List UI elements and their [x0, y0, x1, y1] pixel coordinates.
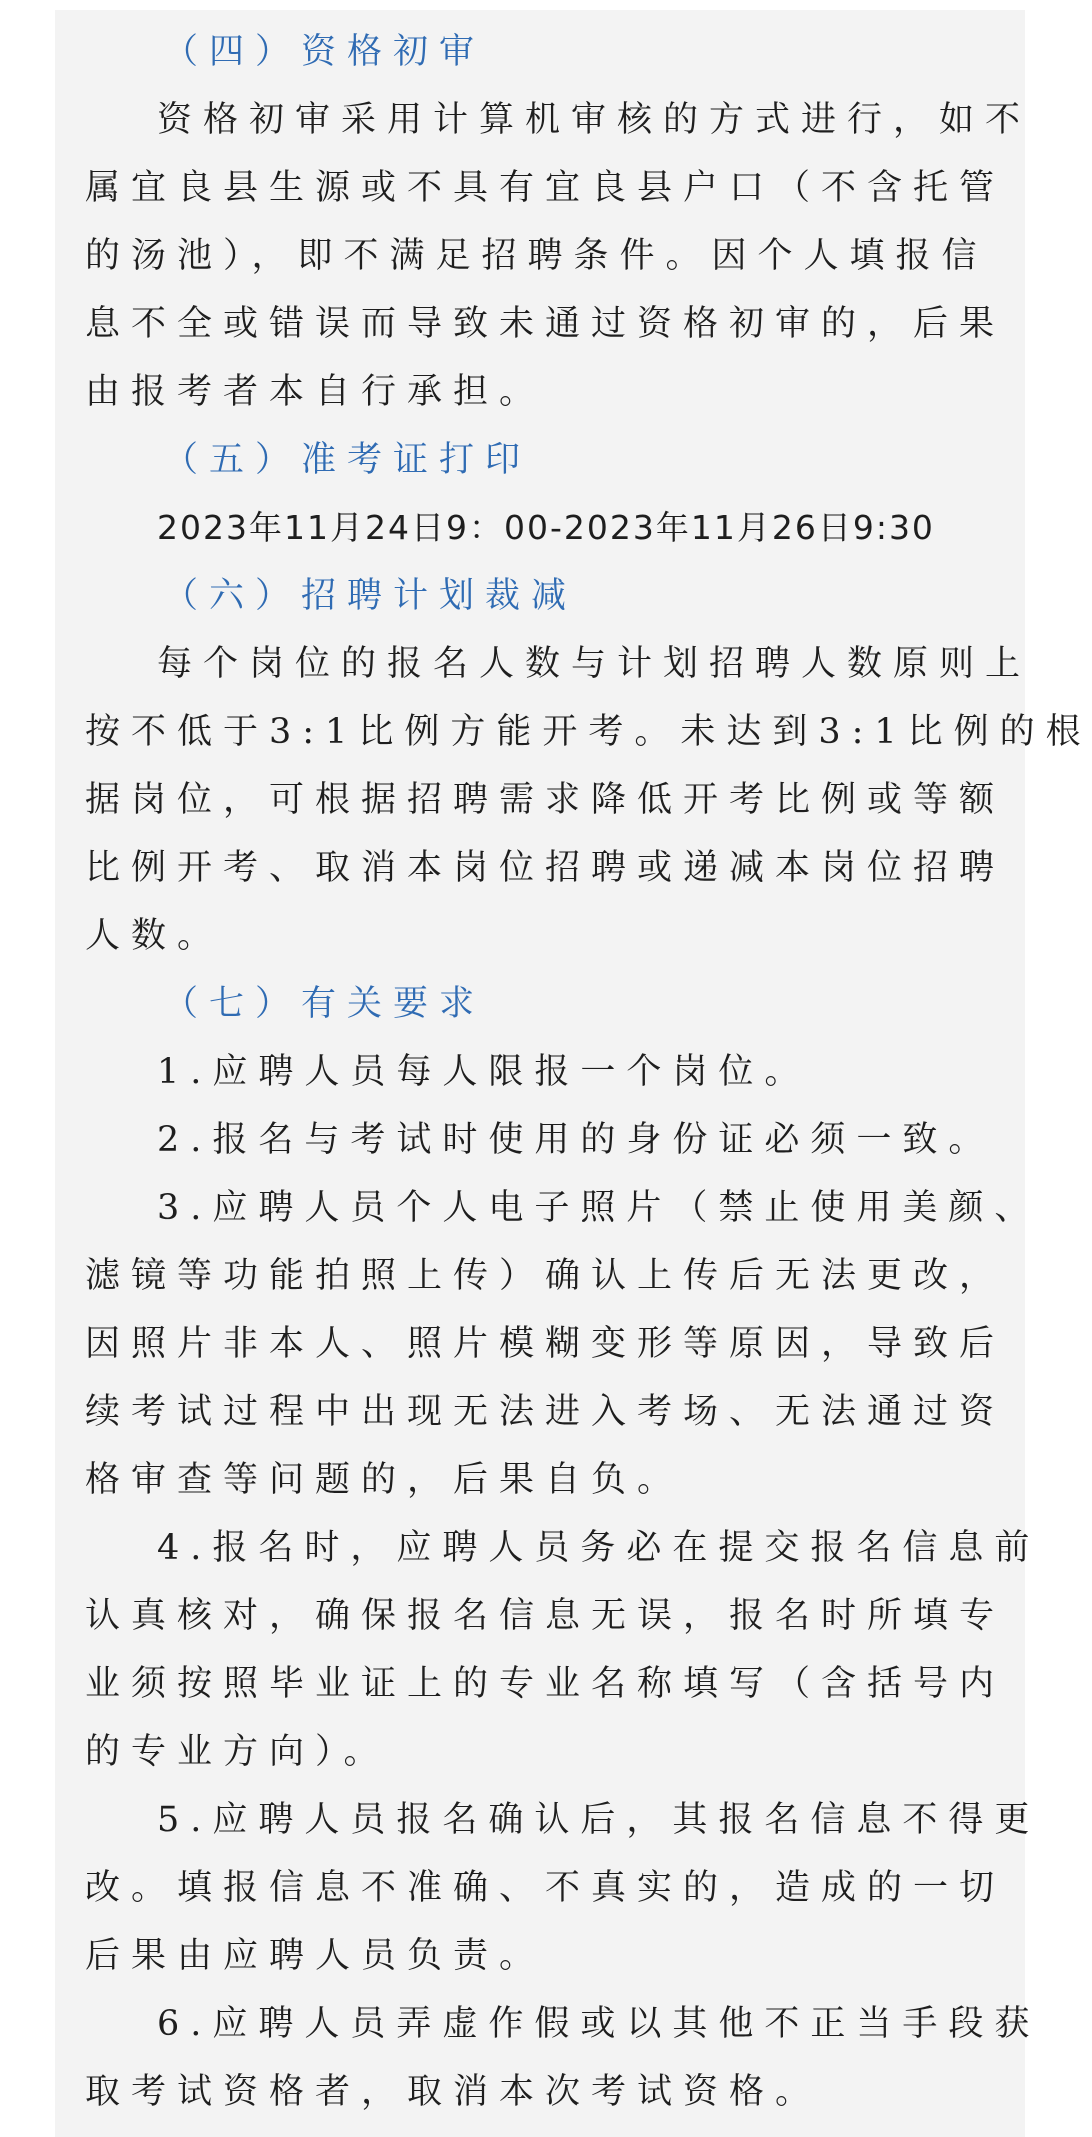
paragraph-line: 息不全或错误而导致未通过资格初审的，后果 — [85, 304, 1006, 344]
paragraph-line: 滤镜等功能拍照上传）确认上传后无法更改， — [85, 1256, 1006, 1296]
paragraph-line: 取考试资格者，取消本次考试资格。 — [85, 2072, 822, 2112]
paragraph-line: 每个岗位的报名人数与计划招聘人数原则上 — [157, 644, 1032, 684]
paragraph-line: 的专业方向）。 — [85, 1732, 390, 1772]
requirement-item-2: 2.报名与考试时使用的身份证必须一致。 — [157, 1120, 995, 1160]
requirement-item-1: 1.应聘人员每人限报一个岗位。 — [157, 1052, 811, 1092]
paragraph-line: 人数。 — [85, 916, 224, 956]
paragraph-line: 认真核对，确保报名信息无误，报名时所填专 — [85, 1596, 1006, 1636]
paragraph-line: 按不低于3:1比例方能开考。未达到3:1比例的根 — [85, 712, 1092, 752]
paragraph-line: 比例开考、取消本岗位招聘或递减本岗位招聘 — [85, 848, 1006, 888]
document-content — [85, 18, 1092, 2126]
requirement-item-5: 5.应聘人员报名确认后，其报名信息不得更 — [157, 1800, 1041, 1840]
section-heading-admission-ticket: （五）准考证打印 — [163, 440, 532, 480]
paragraph-line: 后果由应聘人员负责。 — [85, 1936, 546, 1976]
section-heading-plan-reduction: （六）招聘计划裁减 — [163, 576, 578, 616]
paragraph-line: 因照片非本人、照片模糊变形等原因，导致后 — [85, 1324, 1006, 1364]
requirement-item-6: 6.应聘人员弄虚作假或以其他不正当手段获 — [157, 2004, 1041, 2044]
paragraph-line: 的汤池），即不满足招聘条件。因个人填报信 — [85, 236, 988, 276]
paragraph-line: 改。填报信息不准确、不真实的，造成的一切 — [85, 1868, 1006, 1908]
section-heading-requirements: （七）有关要求 — [163, 984, 486, 1024]
section-heading-qualification: （四）资格初审 — [163, 32, 486, 72]
paragraph-line: 据岗位，可根据招聘需求降低开考比例或等额 — [85, 780, 1006, 820]
paragraph-line: 属宜良县生源或不具有宜良县户口（不含托管 — [85, 168, 1006, 208]
paragraph-line: 资格初审采用计算机审核的方式进行，如不 — [157, 100, 1032, 140]
paragraph-line: 续考试过程中出现无法进入考场、无法通过资 — [85, 1392, 1006, 1432]
requirement-item-4: 4.报名时，应聘人员务必在提交报名信息前 — [157, 1528, 1041, 1568]
paragraph-line: 业须按照毕业证上的专业名称填写（含括号内 — [85, 1664, 1006, 1704]
paragraph-line: 由报考者本自行承担。 — [85, 372, 546, 412]
requirement-item-3: 3.应聘人员个人电子照片（禁止使用美颜、 — [157, 1188, 1041, 1228]
paragraph-line: 格审查等问题的，后果自负。 — [85, 1460, 684, 1500]
admission-ticket-date: 2023年11月24日9：00-2023年11月26日9:30 — [157, 508, 935, 547]
